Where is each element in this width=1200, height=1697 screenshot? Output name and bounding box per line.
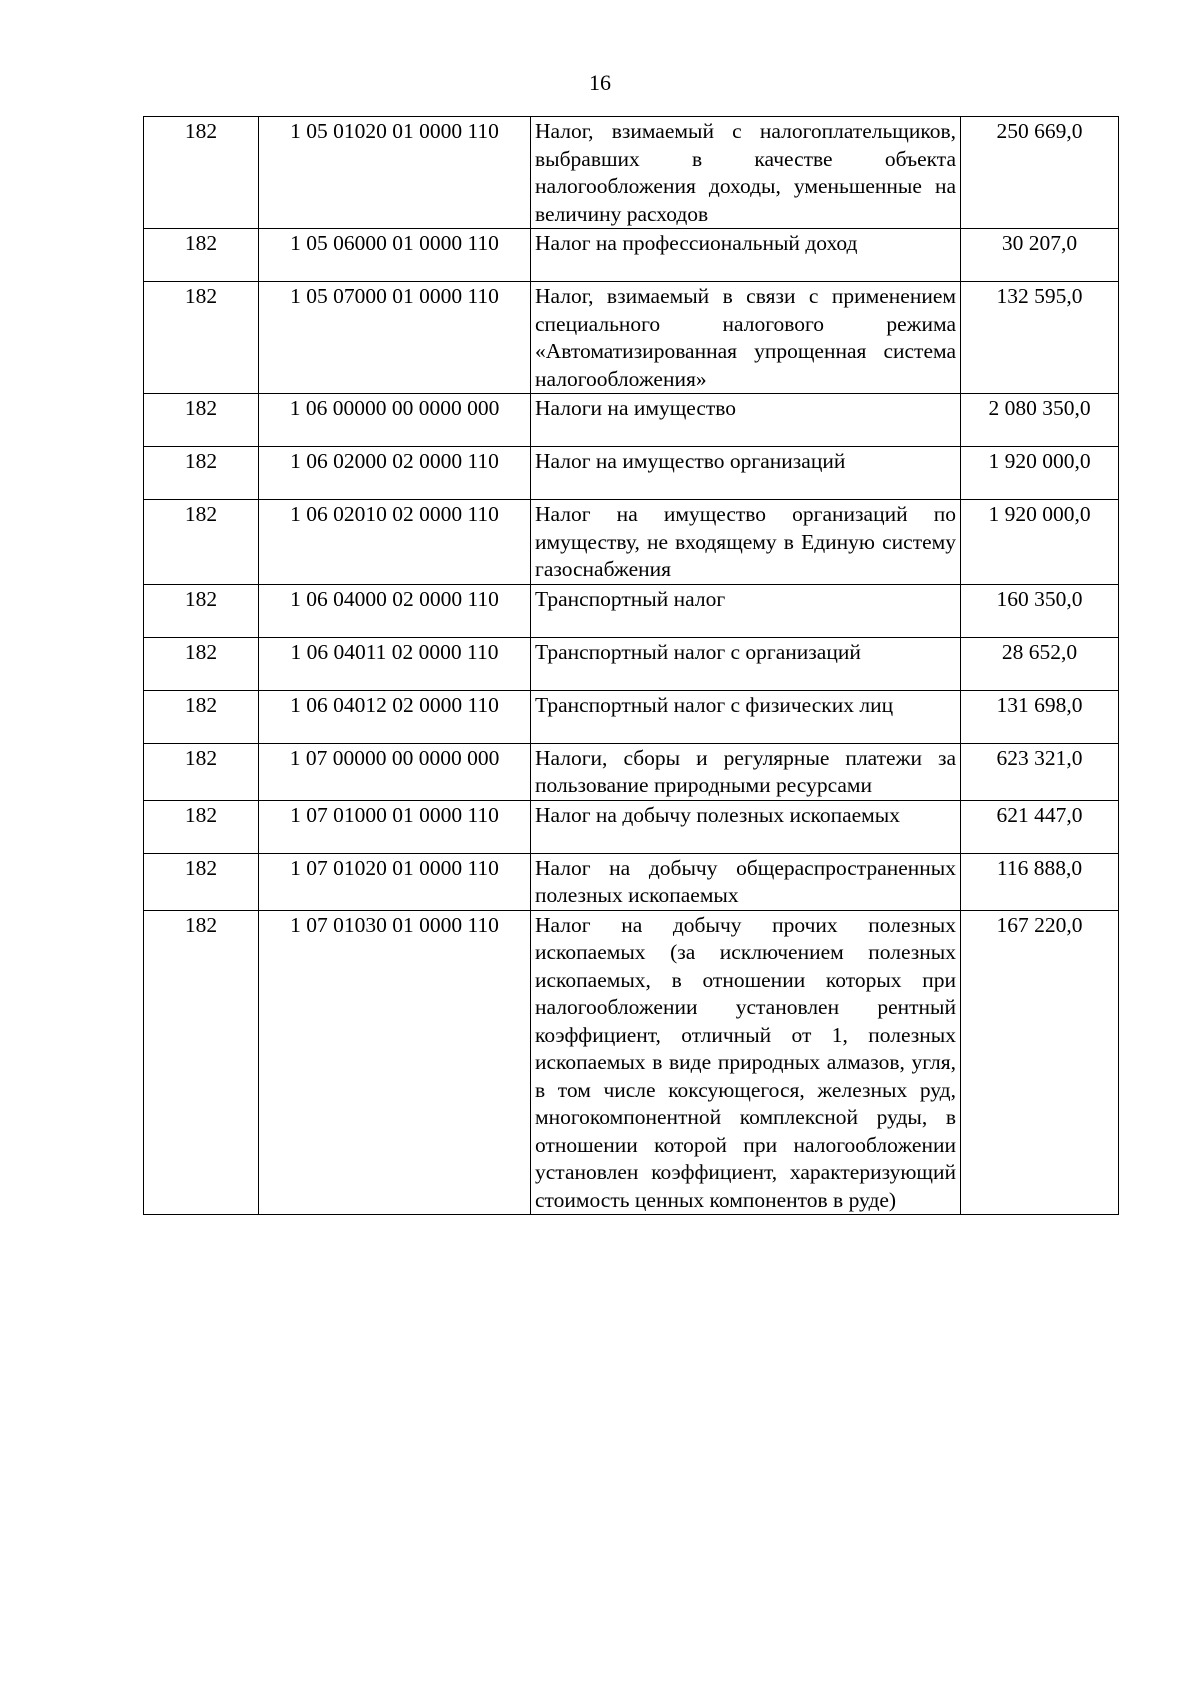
revenue-name-cell: Налог на добычу прочих полезных ископаемых (за исключением полезных ископаемых, в отношении которых при налогообложении установлен рентный коэффициент, отличный от 1, полезных ископаемых в виде природных алмазов, угля, в том числе коксующегося, железных руд, многокомпонентной комплексной руды, в отношении которой при налогообложении установлен коэффициент, характеризующий стоимость ценных компонентов в руде) — [531, 910, 961, 1215]
table-row — [144, 800, 1119, 853]
amount-cell: 621 447,0 — [961, 800, 1119, 853]
table-row — [144, 282, 1119, 394]
table-row — [144, 229, 1119, 282]
budget-classification-code-cell: 1 06 02010 02 0000 110 — [259, 500, 531, 585]
table-row — [144, 447, 1119, 500]
budget-classification-code-cell: 1 06 00000 00 0000 000 — [259, 394, 531, 447]
amount-cell: 623 321,0 — [961, 743, 1119, 800]
revenue-name-cell: Транспортный налог — [531, 584, 961, 637]
administrator-code-cell: 182 — [144, 447, 259, 500]
amount-cell: 30 207,0 — [961, 229, 1119, 282]
revenue-name-cell: Налоги, сборы и регулярные платежи за пользование природными ресурсами — [531, 743, 961, 800]
amount-cell: 160 350,0 — [961, 584, 1119, 637]
administrator-code-cell: 182 — [144, 229, 259, 282]
budget-revenue-table — [143, 116, 1119, 1215]
administrator-code-cell: 182 — [144, 117, 259, 229]
table-row — [144, 394, 1119, 447]
budget-classification-code-cell: 1 07 01020 01 0000 110 — [259, 853, 531, 910]
table-row — [144, 637, 1119, 690]
administrator-code-cell: 182 — [144, 637, 259, 690]
table-row — [144, 690, 1119, 743]
amount-cell: 1 920 000,0 — [961, 500, 1119, 585]
revenue-name-cell: Налог на добычу общераспространенных полезных ископаемых — [531, 853, 961, 910]
revenue-name-cell: Транспортный налог с организаций — [531, 637, 961, 690]
budget-classification-code-cell: 1 07 01030 01 0000 110 — [259, 910, 531, 1215]
revenue-name-cell: Налог на профессиональный доход — [531, 229, 961, 282]
administrator-code-cell: 182 — [144, 743, 259, 800]
page-number: 16 — [589, 70, 611, 95]
amount-cell: 250 669,0 — [961, 117, 1119, 229]
amount-cell: 167 220,0 — [961, 910, 1119, 1215]
administrator-code-cell: 182 — [144, 394, 259, 447]
administrator-code-cell: 182 — [144, 800, 259, 853]
revenue-name-cell: Налог, взимаемый в связи с применением специального налогового режима «Автоматизированная упрощенная система налогообложения» — [531, 282, 961, 394]
revenue-name-cell: Налог на имущество организаций по имуществу, не входящему в Единую систему газоснабжения — [531, 500, 961, 585]
administrator-code-cell: 182 — [144, 282, 259, 394]
administrator-code-cell: 182 — [144, 500, 259, 585]
amount-cell: 1 920 000,0 — [961, 447, 1119, 500]
table-row — [144, 910, 1119, 1215]
amount-cell: 116 888,0 — [961, 853, 1119, 910]
table-row — [144, 853, 1119, 910]
budget-classification-code-cell: 1 06 04011 02 0000 110 — [259, 637, 531, 690]
budget-classification-code-cell: 1 06 04000 02 0000 110 — [259, 584, 531, 637]
budget-classification-code-cell: 1 06 04012 02 0000 110 — [259, 690, 531, 743]
budget-classification-code-cell: 1 07 01000 01 0000 110 — [259, 800, 531, 853]
table-row — [144, 117, 1119, 229]
budget-classification-code-cell: 1 05 06000 01 0000 110 — [259, 229, 531, 282]
budget-classification-code-cell: 1 07 00000 00 0000 000 — [259, 743, 531, 800]
administrator-code-cell: 182 — [144, 853, 259, 910]
revenue-name-cell: Налог, взимаемый с налогоплательщиков, выбравших в качестве объекта налогообложения доходы, уменьшенные на величину расходов — [531, 117, 961, 229]
revenue-name-cell: Налоги на имущество — [531, 394, 961, 447]
amount-cell: 131 698,0 — [961, 690, 1119, 743]
budget-classification-code-cell: 1 06 02000 02 0000 110 — [259, 447, 531, 500]
administrator-code-cell: 182 — [144, 910, 259, 1215]
table-row — [144, 743, 1119, 800]
budget-classification-code-cell: 1 05 07000 01 0000 110 — [259, 282, 531, 394]
amount-cell: 2 080 350,0 — [961, 394, 1119, 447]
amount-cell: 28 652,0 — [961, 637, 1119, 690]
administrator-code-cell: 182 — [144, 690, 259, 743]
administrator-code-cell: 182 — [144, 584, 259, 637]
budget-classification-code-cell: 1 05 01020 01 0000 110 — [259, 117, 531, 229]
revenue-name-cell: Транспортный налог с физических лиц — [531, 690, 961, 743]
table-row — [144, 584, 1119, 637]
amount-cell: 132 595,0 — [961, 282, 1119, 394]
revenue-name-cell: Налог на имущество организаций — [531, 447, 961, 500]
table-row — [144, 500, 1119, 585]
revenue-name-cell: Налог на добычу полезных ископаемых — [531, 800, 961, 853]
